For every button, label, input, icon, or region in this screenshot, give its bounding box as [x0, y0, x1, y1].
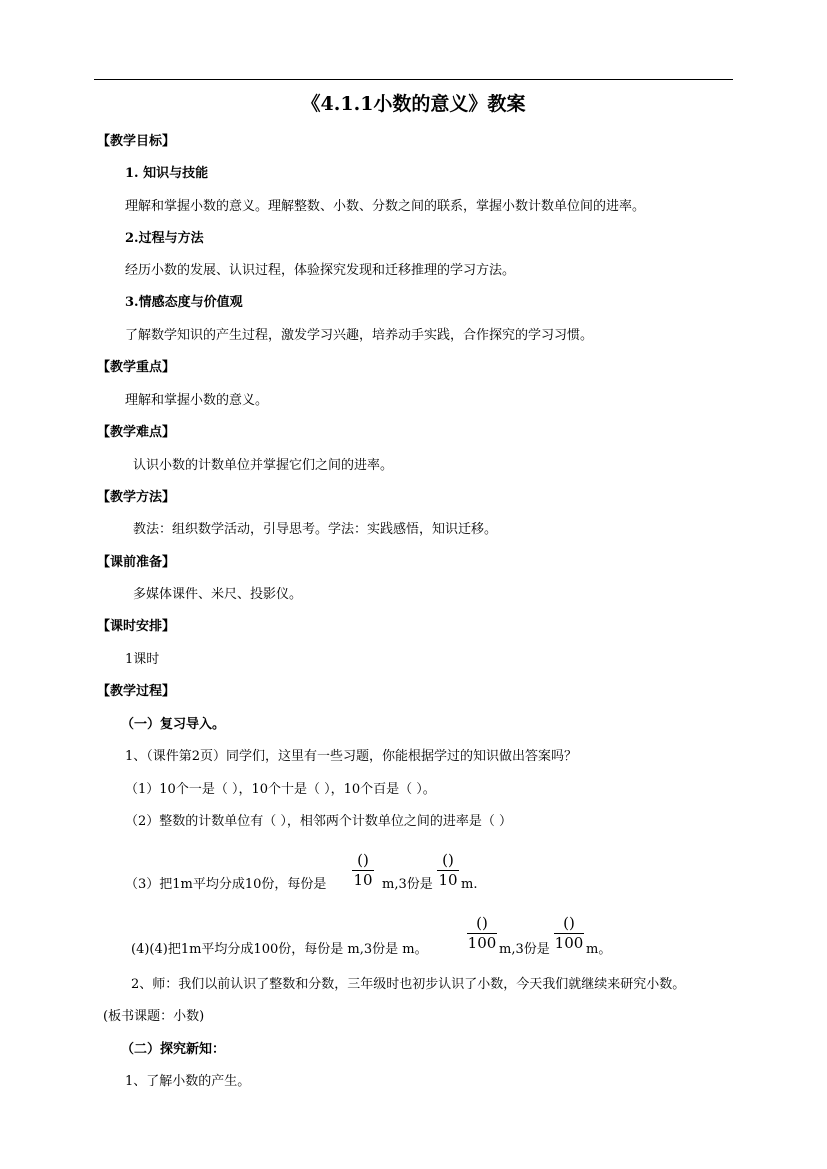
fraction-q3-three [437, 852, 459, 888]
heading-objectives: 【教学目标】 [97, 134, 176, 149]
obj1-text: 理解和掌握小数的意义。理解整数、小数、分数之间的联系，掌握小数计数单位间的进率。 [125, 199, 646, 214]
obj1-title: 1. 知识与技能 [125, 166, 209, 181]
question-3-mid: m,3份是 [382, 877, 433, 892]
schedule-text: 1课时 [125, 652, 160, 667]
methods-text: 教法：组织数学活动，引导思考。学法：实践感悟，知识迁移。 [133, 522, 498, 537]
fraction-q4-each [467, 915, 497, 951]
question-3-end: m. [461, 877, 478, 892]
page-title: 《4.1.1小数的意义》教案 [301, 93, 526, 115]
header-rule [94, 79, 733, 80]
board-topic: (板书课题：小数) [103, 1009, 205, 1024]
part2-item-1: 1、了解小数的产生。 [125, 1074, 251, 1089]
heading-key-points: 【教学重点】 [97, 360, 176, 375]
fraction-denominator: 100 [554, 934, 584, 952]
obj2-title: 2.过程与方法 [125, 231, 204, 246]
heading-methods: 【教学方法】 [97, 490, 176, 505]
part1-paragraph-2: 2、师：我们以前认识了整数和分数，三年级时也初步认识了小数，今天我们就继续来研究小数。 [131, 977, 686, 992]
preparation-text: 多媒体课件、米尺、投影仪。 [133, 587, 303, 602]
question-4-mid: m,3份是 [499, 942, 550, 957]
question-4-end: m。 [586, 942, 612, 957]
obj3-text: 了解数学知识的产生过程，激发学习兴趣，培养动手实践，合作探究的学习习惯。 [125, 328, 594, 343]
question-1: （1）10个一是（ ），10个十是（ ），10个百是（ ）。 [125, 782, 436, 797]
question-3-text: （3）把1m平均分成10份，每份是 [125, 877, 327, 892]
fraction-denominator: 100 [467, 934, 497, 952]
fraction-numerator: () [442, 851, 454, 869]
heading-difficulties: 【教学难点】 [97, 425, 176, 440]
heading-process: 【教学过程】 [97, 684, 176, 699]
heading-preparation: 【课前准备】 [97, 555, 176, 570]
fraction-q4-three [554, 915, 584, 951]
heading-schedule: 【课时安排】 [97, 619, 176, 634]
fraction-denominator: 10 [438, 871, 458, 889]
fraction-numerator: () [476, 914, 488, 932]
question-4-text: (4)(4)把1m平均分成100份，每份是 m,3份是 m。 [131, 942, 428, 957]
part1-intro: 1、（课件第2页）同学们，这里有一些习题，你能根据学过的知识做出答案吗？ [125, 749, 578, 764]
fraction-q3-each [352, 852, 374, 888]
part2-title: （二）探究新知： [121, 1042, 226, 1057]
obj2-text: 经历小数的发展、认识过程，体验探究发现和迁移推理的学习方法。 [125, 263, 516, 278]
fraction-numerator: () [357, 851, 369, 869]
question-2: （2）整数的计数单位有（ ），相邻两个计数单位之间的进率是（ ） [125, 814, 513, 829]
fraction-denominator: 10 [353, 871, 373, 889]
part1-title: （一）复习导入。 [121, 717, 226, 732]
fraction-numerator: () [563, 914, 575, 932]
difficulties-text: 认识小数的计数单位并掌握它们之间的进率。 [133, 458, 394, 473]
obj3-title: 3.情感态度与价值观 [125, 295, 243, 310]
key-points-text: 理解和掌握小数的意义。 [125, 393, 269, 408]
